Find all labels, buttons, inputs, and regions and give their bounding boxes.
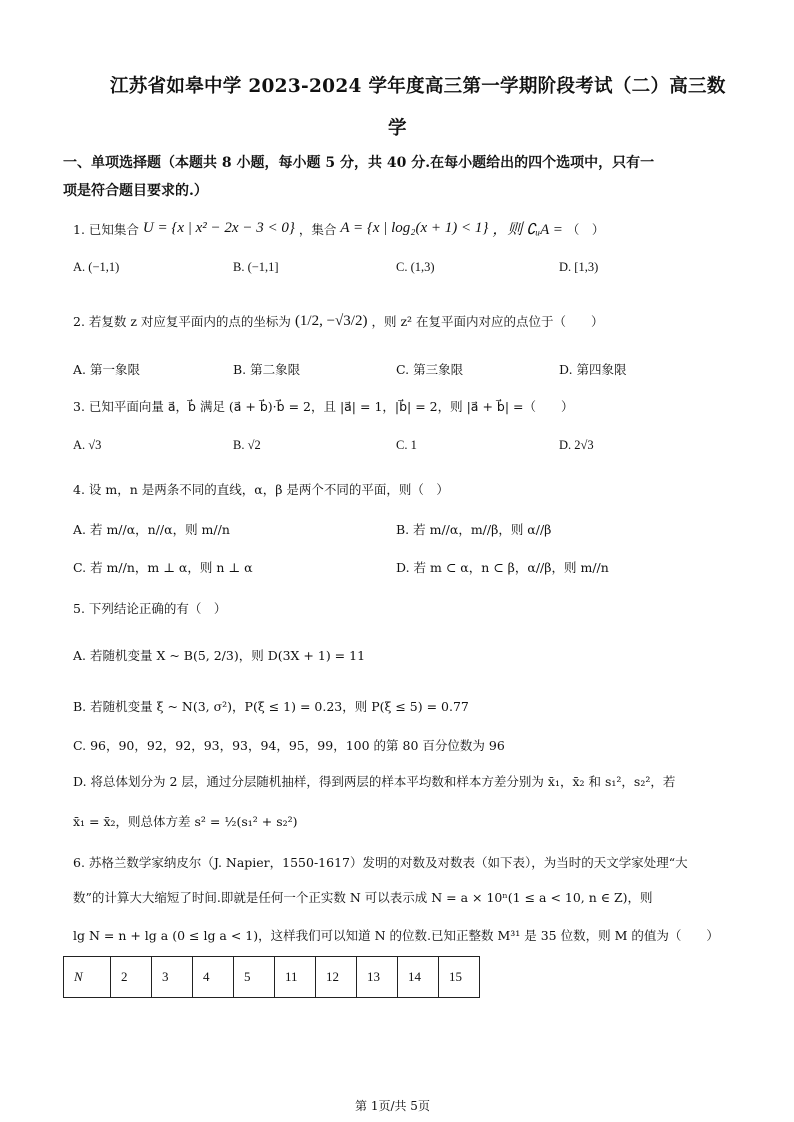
table-cell: 12 — [316, 957, 357, 998]
q2-option-c: C. 第三象限 — [396, 362, 464, 377]
q3-option-a: A. √3 — [73, 438, 102, 452]
q1-option-b: B. (−1,1] — [233, 260, 279, 274]
q4-option-c: C. 若 m//n，m ⊥ α，则 n ⊥ α — [73, 560, 253, 575]
question-3: 3. 已知平面向量 a⃗，b⃗ 满足 (a⃗ + b⃗)·b⃗ = 2，且 |a⃗| = 1，|b⃗| = 2，则 |a⃗ + b⃗| =（ ） — [73, 399, 574, 414]
number-table — [63, 956, 480, 998]
q1-option-a: A. (−1,1) — [73, 260, 120, 274]
q4-option-d: D. 若 m ⊂ α，n ⊂ β，α//β，则 m//n — [396, 560, 609, 575]
q3-option-b: B. √2 — [233, 438, 261, 452]
table-cell: 13 — [357, 957, 398, 998]
q4-option-a: A. 若 m//α，n//α，则 m//n — [73, 522, 230, 537]
section-heading: 一、单项选择题（本题共 8 小题，每小题 5 分，共 40 分.在每小题给出的四个选项中，只有一 — [63, 155, 655, 171]
table-cell: 14 — [398, 957, 439, 998]
question-6-line1: 6. 苏格兰数学家纳皮尔（J. Napier，1550-1617）发明的对数及对数表（如下表），为当时的天文学家处理“大 — [73, 855, 688, 870]
q2-option-d: D. 第四象限 — [559, 362, 627, 377]
complement-expression: ，则 ∁ᵤA = — [492, 222, 563, 238]
table-cell: 5 — [234, 957, 275, 998]
coordinate-expression: (1/2, −√3/2) — [294, 312, 368, 329]
question-1-prefix: 1. 已知集合 — [73, 221, 139, 237]
q3-option-d: D. 2√3 — [559, 438, 594, 452]
q5-option-d-line2: x̄₁ = x̄₂，则总体方差 s² = ½(s₁² + s₂²) — [73, 814, 298, 829]
question-2-prefix: 2. 若复数 z 对应复平面内的点的坐标为 — [73, 314, 291, 329]
q5-option-a: A. 若随机变量 X ~ B(5, 2/3)，则 D(3X + 1) = 11 — [73, 648, 366, 663]
question-5: 5. 下列结论正确的有（ ） — [73, 601, 227, 616]
q5-option-d-line1: D. 将总体划分为 2 层，通过分层随机抽样，得到两层的样本平均数和样本方差分别为 x̄₁，x̄₂ 和 s₁²，s₂²，若 — [73, 774, 676, 789]
question-4: 4. 设 m，n 是两条不同的直线，α，β 是两个不同的平面，则（ ） — [73, 482, 449, 497]
table-cell: 3 — [152, 957, 193, 998]
answer-paren: （ ） — [566, 221, 605, 237]
q1-option-d: D. [1,3) — [559, 260, 599, 274]
question-6-line2: 数”的计算大大缩短了时间.即就是任何一个正实数 N 可以表示成 N = a × 10ⁿ(1 ≤ a < 10, n ∈ Z)，则 — [73, 890, 653, 905]
question-6-line3: lg N = n + lg a (0 ≤ lg a < 1)，这样我们可以知道 N 的位数.已知正整数 M³¹ 是 35 位数，则 M 的值为（ ） — [73, 928, 719, 943]
question-2-suffix: ，则 z² 在复平面内对应的点位于（ ） — [371, 314, 604, 329]
table-row — [64, 957, 480, 998]
question-2 — [73, 312, 604, 330]
q2-option-a: A. 第一象限 — [73, 362, 140, 377]
table-cell: 4 — [193, 957, 234, 998]
section-heading-continued: 项是符合题目要求的.） — [63, 183, 208, 199]
table-cell: 15 — [439, 957, 480, 998]
table-cell: 11 — [275, 957, 316, 998]
q2-option-b: B. 第二象限 — [233, 362, 301, 377]
q3-option-c: C. 1 — [396, 438, 417, 452]
q5-option-c: C. 96，90，92，92，93，93，94，95，99，100 的第 80 百分位数为 96 — [73, 738, 505, 753]
set-u-expression: U = {x | x² − 2x − 3 < 0} — [142, 220, 295, 236]
page-title: 江苏省如皋中学 2023-2024 学年度高三第一学期阶段考试（二）高三数 — [110, 76, 726, 97]
q5-option-b: B. 若随机变量 ξ ~ N(3, σ²)，P(ξ ≤ 1) = 0.23，则 P(ξ ≤ 5) = 0.77 — [73, 699, 469, 714]
q1-option-c: C. (1,3) — [396, 260, 435, 274]
set-a-expression: A = {x | log₂(x + 1) < 1} — [340, 220, 489, 236]
page-title-continued: 学 — [388, 118, 407, 139]
question-1 — [73, 218, 604, 239]
question-1-mid: ，集合 — [298, 221, 337, 237]
table-header-cell: N — [64, 957, 111, 998]
page-footer: 第 1页/共 5页 — [355, 1099, 430, 1113]
table-cell: 2 — [111, 957, 152, 998]
q4-option-b: B. 若 m//α，m//β，则 α//β — [396, 522, 552, 537]
